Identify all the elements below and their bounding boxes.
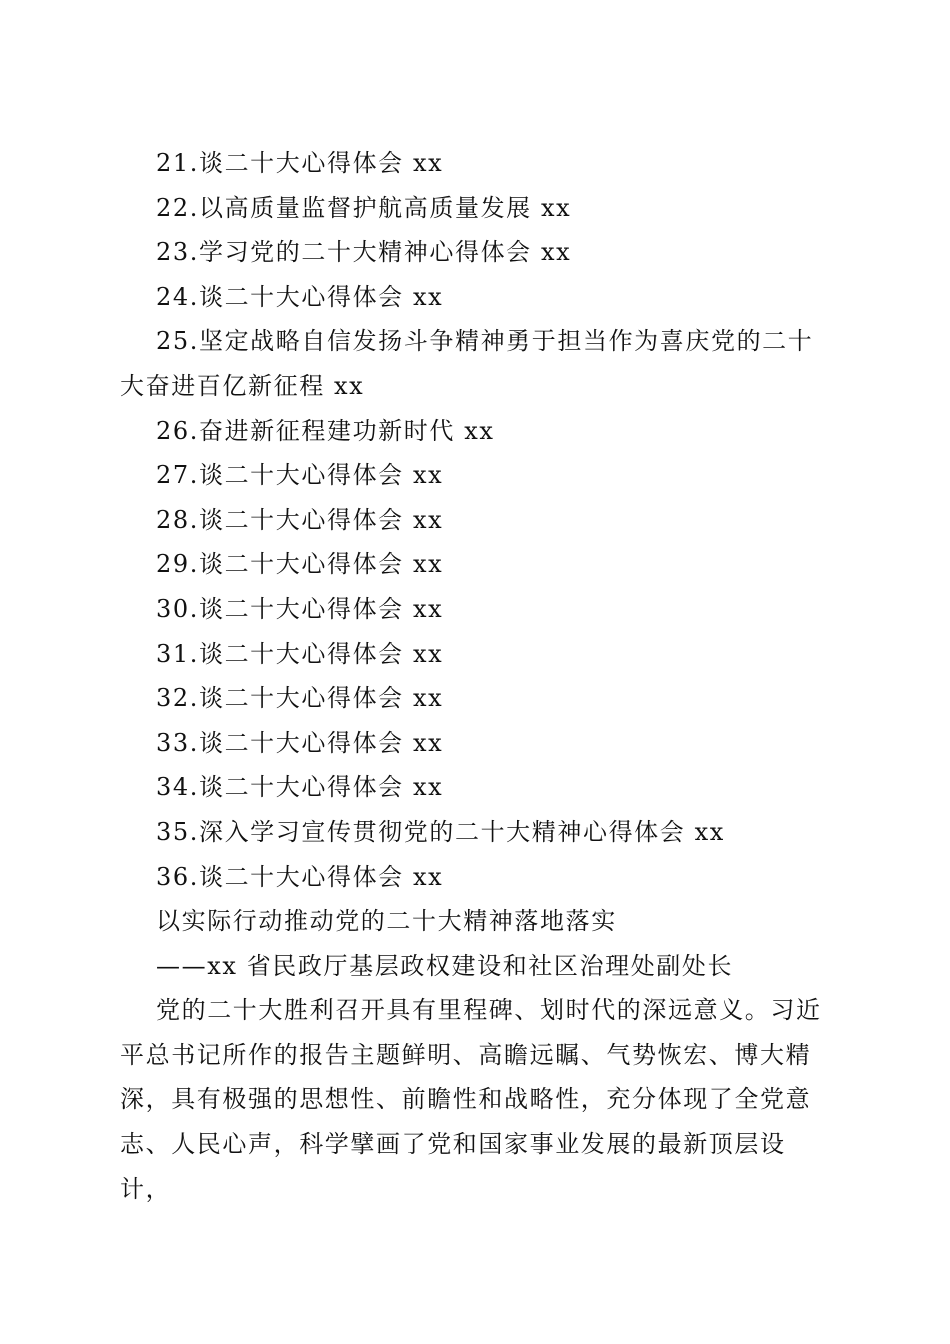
document-body [120,141,830,1211]
list-item: 26.奋进新征程建功新时代 xx [156,416,495,445]
list-item: 31.谈二十大心得体会 xx [156,639,444,668]
list-item: 23.学习党的二十大精神心得体会 xx [156,238,572,267]
list-item: 33.谈二十大心得体会 xx [156,728,444,757]
list-item: 34.谈二十大心得体会 xx [156,773,444,802]
article-byline: ——xx 省民政厅基层政权建设和社区治理处副处长 [156,951,734,980]
list-item: 21.谈二十大心得体会 xx [156,149,444,177]
list-item: 30.谈二十大心得体会 xx [156,594,444,623]
list-item: 35.深入学习宣传贯彻党的二十大精神心得体会 xx [156,817,725,846]
list-item: 29.谈二十大心得体会 xx [156,550,444,579]
article-title: 以实际行动推动党的二十大精神落地落实 [156,907,617,936]
list-item: 27.谈二十大心得体会 xx [156,461,444,490]
list-item: 32.谈二十大心得体会 xx [156,684,444,713]
list-item: 22.以高质量监督护航高质量发展 xx [156,193,572,222]
list-item: 28.谈二十大心得体会 xx [156,505,444,534]
list-item: 24.谈二十大心得体会 xx [156,282,444,311]
list-item: 36.谈二十大心得体会 xx [156,862,444,891]
article-paragraph: 党的二十大胜利召开具有里程碑、划时代的深远意义。习近平总书记所作的报告主题鲜明、高瞻远瞩、气势恢宏、博大精深，具有极强的思想性、前瞻性和战略性，充分体现了全党意志、人民心声，科学擘画了党和国家事业发展的最新顶层设计， [120,996,822,1203]
list-item: 25.坚定战略自信发扬斗争精神勇于担当作为喜庆党的二十大奋进百亿新征程 xx [120,327,814,400]
